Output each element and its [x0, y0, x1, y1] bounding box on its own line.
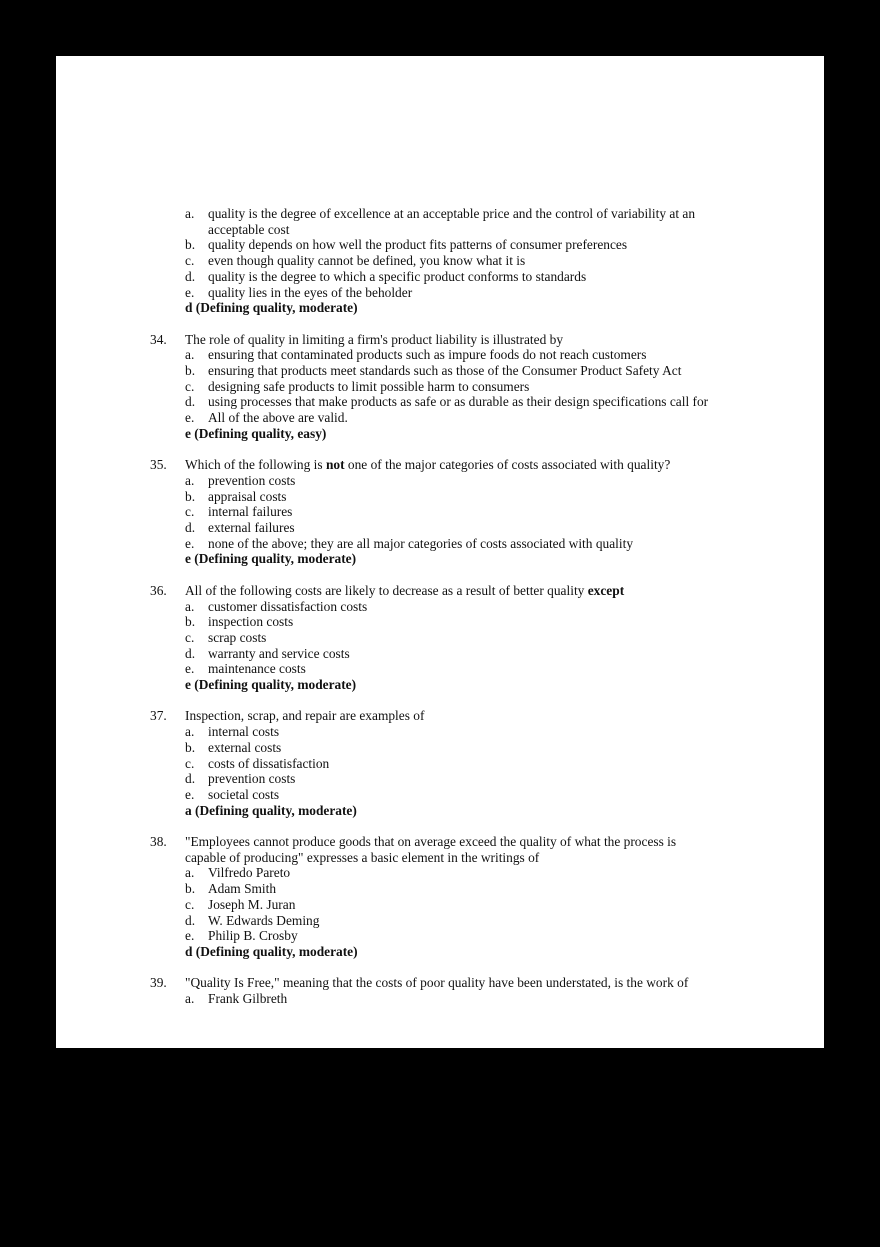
stem-emphasis: not — [325, 457, 345, 473]
question-39 — [56, 975, 824, 1006]
option-b — [56, 740, 824, 756]
option-text: none of the above; they are all major categories of costs associated with quality — [208, 535, 634, 551]
option-text: customer dissatisfaction costs — [208, 598, 368, 614]
option-letter: b. — [185, 237, 196, 253]
option-text: prevention costs — [208, 771, 296, 787]
option-letter: b. — [185, 614, 196, 630]
option-letter: b. — [185, 488, 196, 504]
option-letter: b. — [185, 739, 196, 755]
option-letter: b. — [185, 363, 196, 379]
stem-text-after: one of the major categories of costs associated with quality? — [344, 457, 671, 473]
option-text: scrap costs — [208, 629, 267, 645]
option-c — [56, 756, 824, 772]
stem-emphasis: except — [587, 582, 625, 598]
option-b — [56, 614, 824, 630]
option-text: costs of dissatisfaction — [208, 755, 330, 771]
option-letter: c. — [185, 253, 195, 269]
option-a — [56, 599, 824, 615]
option-text: external failures — [208, 520, 295, 536]
question-stem — [56, 583, 824, 599]
option-b — [56, 237, 824, 253]
option-text: inspection costs — [208, 614, 294, 630]
option-letter: e. — [185, 661, 195, 677]
question-number: 35. — [150, 457, 167, 473]
option-a — [56, 473, 824, 489]
option-d — [56, 913, 824, 929]
option-letter: c. — [185, 755, 195, 771]
option-letter: e. — [185, 535, 195, 551]
option-text: Adam Smith — [208, 881, 277, 897]
stem-text: All of the following costs are likely to decrease as a result of better quality — [185, 582, 588, 598]
option-a — [56, 206, 824, 237]
option-letter: d. — [185, 394, 196, 410]
option-letter: e. — [185, 284, 195, 300]
option-text: internal failures — [208, 504, 293, 520]
option-e — [56, 285, 824, 301]
question-stem — [56, 332, 824, 348]
option-text: quality depends on how well the product fits patterns of consumer preferences — [208, 237, 628, 253]
option-e — [56, 661, 824, 677]
stem-text: The role of quality in limiting a firm's product liability is illustrated by — [185, 331, 564, 347]
option-d — [56, 394, 824, 410]
option-d — [56, 771, 824, 787]
option-a — [56, 724, 824, 740]
option-c — [56, 630, 824, 646]
option-text: W. Edwards Deming — [208, 912, 320, 928]
option-letter: e. — [185, 786, 195, 802]
question-stem — [56, 834, 824, 865]
option-text: ensuring that products meet standards such as those of the Consumer Product Safety Act — [208, 363, 682, 379]
option-letter: a. — [185, 724, 195, 740]
question-number: 38. — [150, 834, 167, 850]
option-text: Joseph M. Juran — [208, 896, 296, 912]
option-letter: a. — [185, 991, 195, 1007]
question-stem — [56, 457, 824, 473]
question-number: 34. — [150, 331, 167, 347]
option-b — [56, 363, 824, 379]
option-letter: a. — [185, 206, 195, 221]
option-text: Vilfredo Pareto — [208, 865, 291, 881]
option-d — [56, 269, 824, 285]
question-35 — [56, 457, 824, 567]
option-e — [56, 928, 824, 944]
question-33-continued — [56, 206, 824, 316]
option-letter: d. — [185, 771, 196, 787]
option-text: Philip B. Crosby — [208, 928, 298, 944]
option-letter: e. — [185, 928, 195, 944]
option-b — [56, 881, 824, 897]
option-e — [56, 536, 824, 552]
option-a — [56, 347, 824, 363]
option-letter: e. — [185, 410, 195, 426]
document-page — [56, 56, 824, 1048]
option-text: designing safe products to limit possible harm to consumers — [208, 378, 530, 394]
answer-key: a (Defining quality, moderate) — [185, 802, 357, 818]
option-letter: c. — [185, 629, 195, 645]
option-text: external costs — [208, 739, 282, 755]
stem-text: "Employees cannot produce goods that on average exceed the quality of what the process is capable of producing" expresses a basic element in the writings of — [185, 834, 677, 865]
option-letter: d. — [185, 268, 196, 284]
option-text: even though quality cannot be defined, you know what it is — [208, 253, 526, 269]
question-number: 39. — [150, 975, 167, 991]
option-text: Frank Gilbreth — [208, 991, 288, 1007]
option-text: prevention costs — [208, 472, 296, 488]
question-stem — [56, 708, 824, 724]
question-36 — [56, 583, 824, 693]
option-a — [56, 865, 824, 881]
option-text: quality lies in the eyes of the beholder — [208, 284, 413, 300]
question-number: 36. — [150, 582, 167, 598]
option-letter: c. — [185, 504, 195, 520]
option-text: warranty and service costs — [208, 645, 350, 661]
option-letter: d. — [185, 912, 196, 928]
question-stem — [56, 975, 824, 991]
stem-text: Which of the following is — [185, 457, 326, 473]
option-letter: a. — [185, 472, 195, 488]
option-letter: c. — [185, 896, 195, 912]
option-text: appraisal costs — [208, 488, 287, 504]
option-letter: a. — [185, 598, 195, 614]
option-text: All of the above are valid. — [208, 410, 348, 426]
option-letter: c. — [185, 378, 195, 394]
answer-key: e (Defining quality, moderate) — [185, 677, 357, 693]
question-38 — [56, 834, 824, 960]
option-letter: a. — [185, 865, 195, 881]
option-text: societal costs — [208, 786, 280, 802]
question-number: 37. — [150, 708, 167, 724]
option-b — [56, 489, 824, 505]
answer-key: e (Defining quality, moderate) — [185, 551, 357, 567]
option-text: ensuring that contaminated products such as impure foods do not reach customers — [208, 347, 647, 363]
option-e — [56, 410, 824, 426]
stem-text: "Quality Is Free," meaning that the costs of poor quality have been understated, is the work of — [185, 975, 689, 991]
option-c — [56, 253, 824, 269]
stem-text: Inspection, scrap, and repair are examples of — [185, 708, 425, 724]
answer-key: d (Defining quality, moderate) — [185, 300, 358, 316]
option-text: using processes that make products as safe or as durable as their design specifications call for — [208, 394, 709, 410]
question-37 — [56, 708, 824, 818]
option-letter: d. — [185, 520, 196, 536]
option-d — [56, 646, 824, 662]
answer-key: d (Defining quality, moderate) — [185, 943, 358, 959]
option-letter: d. — [185, 645, 196, 661]
question-34 — [56, 332, 824, 442]
answer-key: e (Defining quality, easy) — [185, 425, 327, 441]
option-letter: a. — [185, 347, 195, 363]
option-c — [56, 379, 824, 395]
option-c — [56, 897, 824, 913]
option-text: maintenance costs — [208, 661, 306, 677]
option-letter: b. — [185, 881, 196, 897]
option-c — [56, 504, 824, 520]
page-content — [56, 206, 824, 1022]
option-text: internal costs — [208, 724, 280, 740]
option-text: quality is the degree of excellence at an acceptable price and the control of variability at an acceptable cost — [208, 206, 696, 237]
option-e — [56, 787, 824, 803]
option-text: quality is the degree to which a specific product conforms to standards — [208, 268, 587, 284]
option-a — [56, 991, 824, 1007]
option-d — [56, 520, 824, 536]
